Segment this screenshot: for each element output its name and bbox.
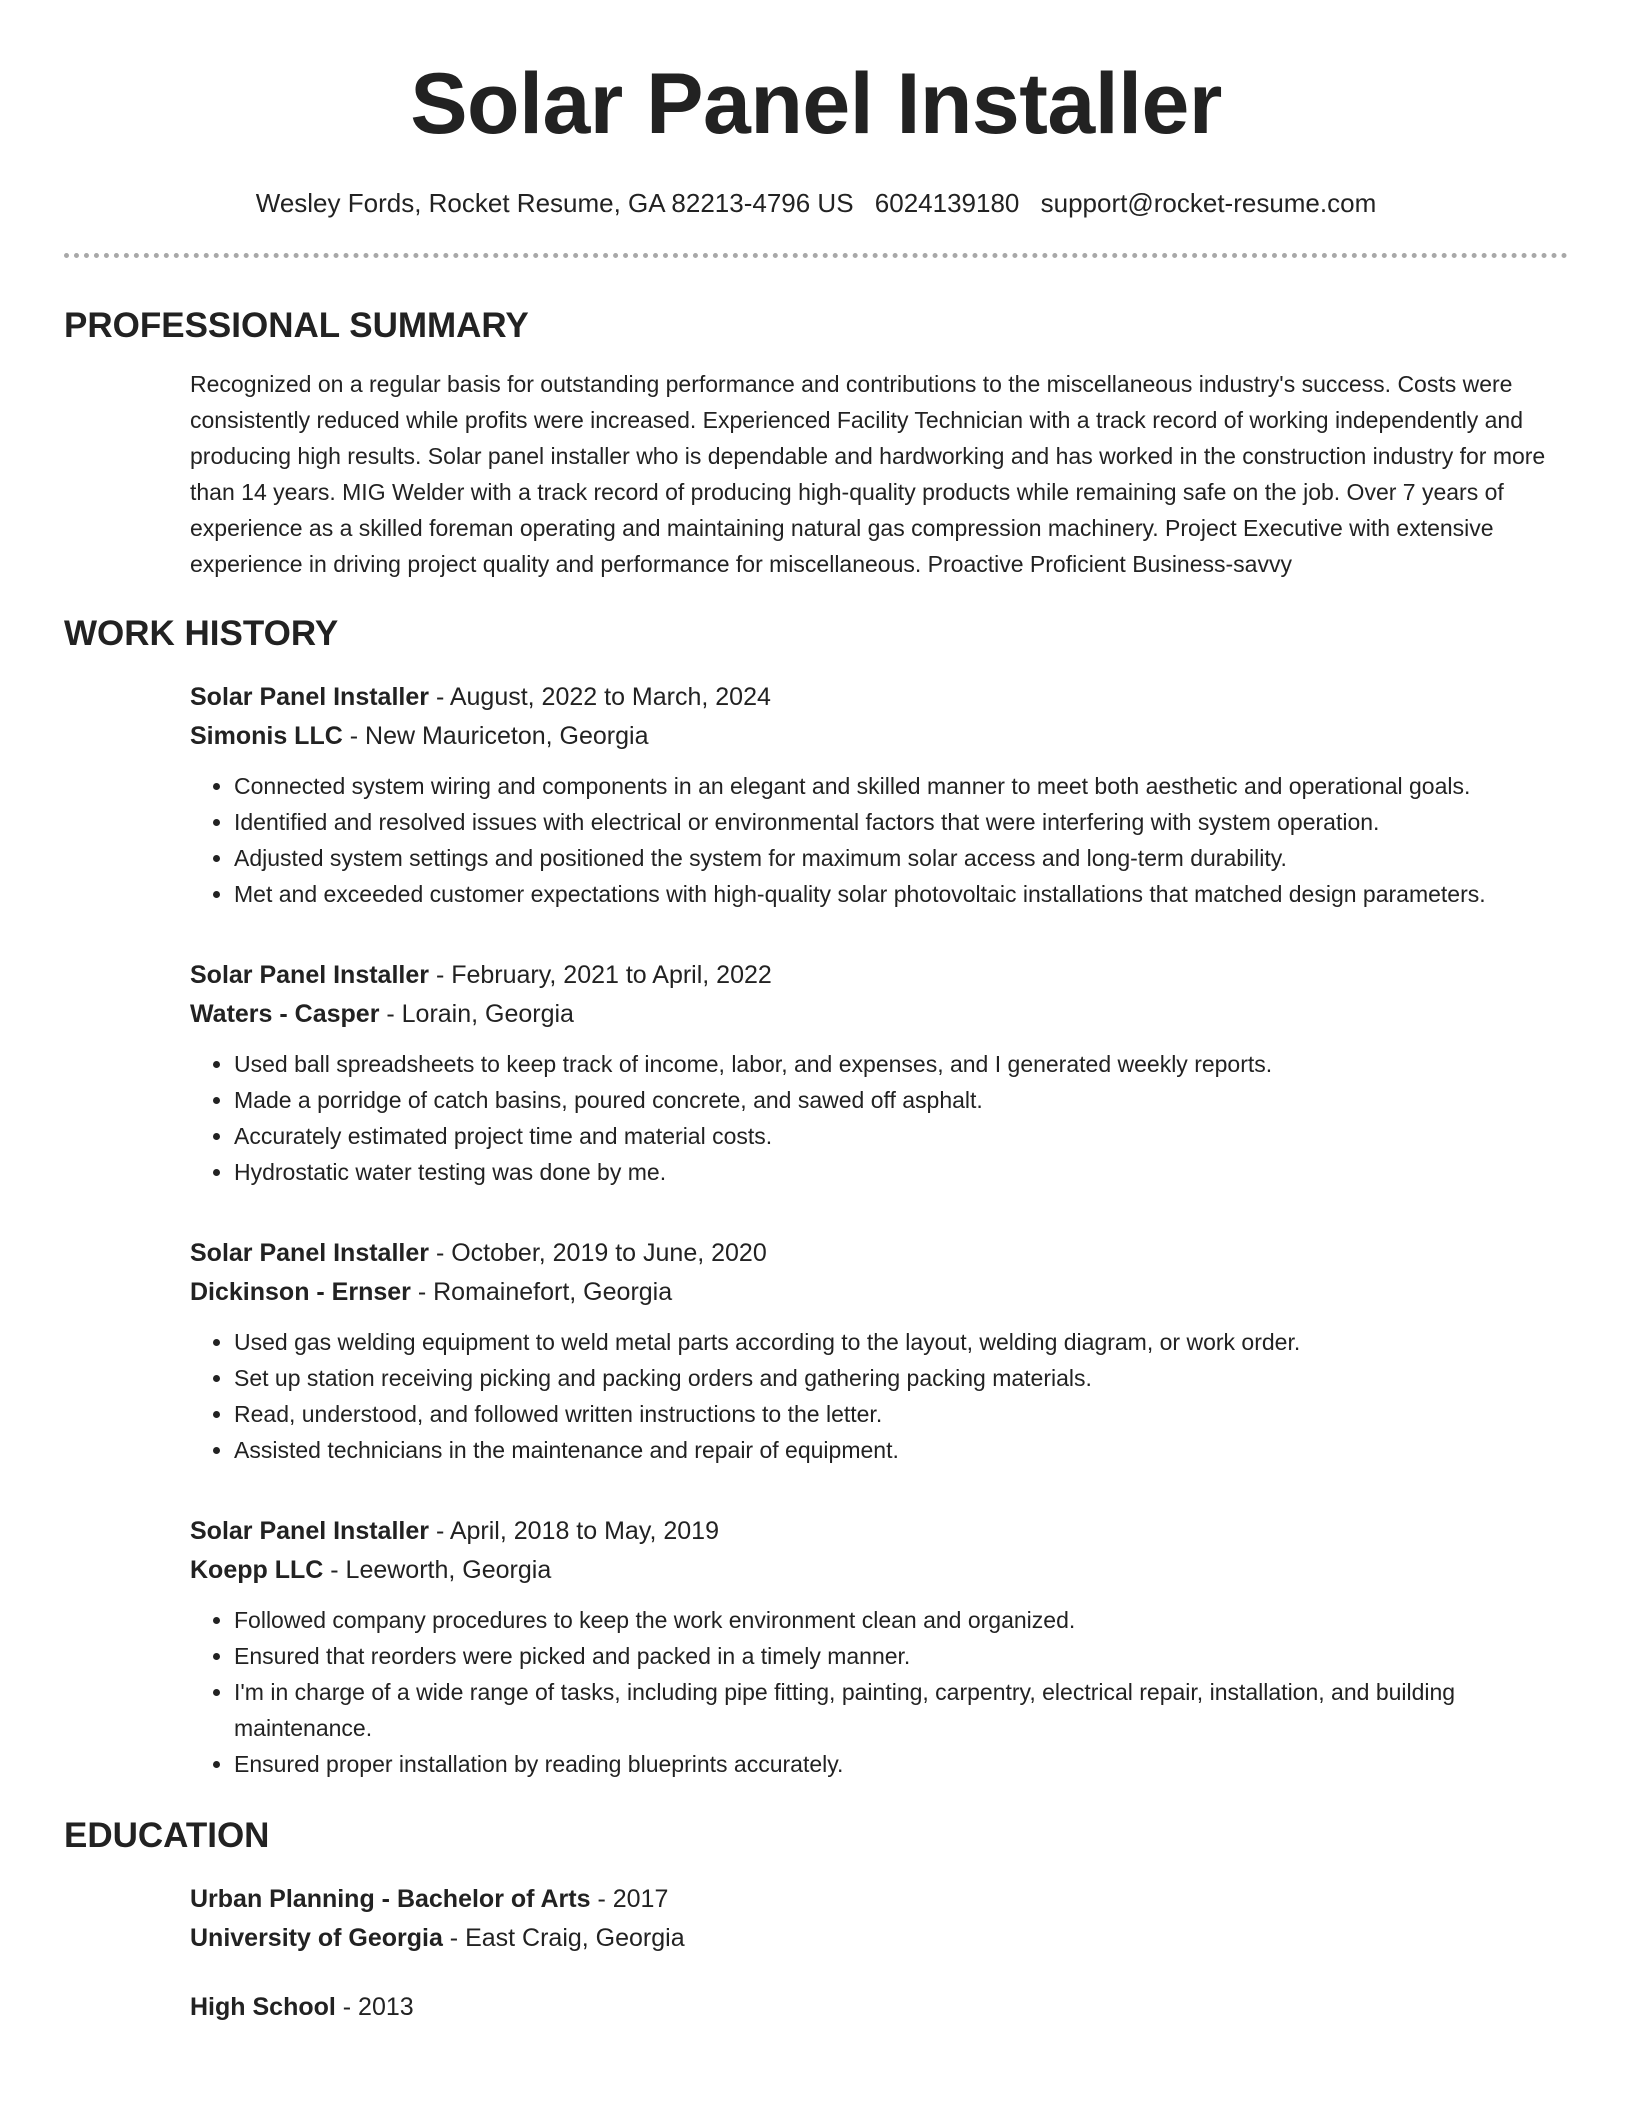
job-location: - Lorain, Georgia [379,1000,574,1028]
job-bullet: • Adjusted system settings and positioned the system for maximum solar access and long-term durability. [234,840,1568,876]
job-bullet: • Used ball spreadsheets to keep track of income, labor, and expenses, and I generated weekly reports. [234,1046,1568,1082]
education-degree-line [190,1988,1568,2027]
job-bullet: • Read, understood, and followed written instructions to the letter. [234,1396,1568,1432]
job-bullet: • Hydrostatic water testing was done by me. [234,1154,1568,1190]
job-company-line [190,1551,1568,1590]
job-company: Waters - Casper [190,1000,380,1028]
contact-address: Wesley Fords, Rocket Resume, GA 82213-4796 US [255,188,854,218]
job-bullet: • Ensured that reorders were picked and packed in a timely manner. [234,1638,1568,1674]
job-dates: - February, 2021 to April, 2022 [429,961,772,989]
job-bullet: • Assisted technicians in the maintenance and repair of equipment. [234,1432,1568,1468]
job-bullet: • Identified and resolved issues with electrical or environmental factors that were interfering with system operation. [234,804,1568,840]
job-location: - Leeworth, Georgia [323,1556,552,1584]
job-dates: - October, 2019 to June, 2020 [429,1239,767,1267]
contact-email: support@rocket-resume.com [1040,188,1377,218]
education-school: University of Georgia [190,1924,443,1952]
job-company: Dickinson - Ernser [190,1278,411,1306]
job-location: - Romainefort, Georgia [410,1278,673,1306]
education-degree-line [190,1880,1568,1919]
job-bullet: • Made a porridge of catch basins, poured concrete, and sawed off asphalt. [234,1082,1568,1118]
job-title-line [190,956,1568,995]
job-company-line [190,1273,1568,1312]
job-bullet: • Met and exceeded customer expectations with high-quality solar photovoltaic installations that matched design parameters. [234,876,1568,912]
job-role: Solar Panel Installer [190,1517,429,1545]
contact-line [64,186,1568,220]
job-role: Solar Panel Installer [190,961,429,989]
job-bullets [190,1046,1568,1190]
education-list [190,1880,1568,2027]
education-location: - East Craig, Georgia [442,1924,685,1952]
resume-page [64,0,1568,2027]
job-bullet: • Connected system wiring and components in an elegant and skilled manner to meet both aesthetic and operational goals. [234,768,1568,804]
job-dates: - August, 2022 to March, 2024 [429,683,771,711]
job-company: Koepp LLC [190,1556,324,1584]
resume-title: Solar Panel Installer [410,56,1222,152]
education-entry [190,1880,1568,1958]
job-company-line [190,717,1568,756]
job-dates: - April, 2018 to May, 2019 [429,1517,719,1545]
job-bullet: • I'm in charge of a wide range of tasks, including pipe fitting, painting, carpentry, electrical repair, installation, and building maintenance. [234,1674,1568,1746]
job-company-line [190,995,1568,1034]
job-bullets [190,1602,1568,1782]
education-year: - 2017 [590,1885,669,1913]
job-bullets [190,1324,1568,1468]
job-entry [190,1234,1568,1468]
work-history-list [190,678,1568,1782]
education-degree: High School [190,1993,336,2021]
education-heading: EDUCATION [64,1816,270,1855]
job-bullets [190,768,1568,912]
job-bullet: • Set up station receiving picking and packing orders and gathering packing materials. [234,1360,1568,1396]
job-bullet: • Accurately estimated project time and material costs. [234,1118,1568,1154]
header-divider [64,253,1568,258]
job-title-line [190,1512,1568,1551]
job-bullet: • Ensured proper installation by reading blueprints accurately. [234,1746,1568,1782]
job-bullet: • Followed company procedures to keep the work environment clean and organized. [234,1602,1568,1638]
job-role: Solar Panel Installer [190,1239,429,1267]
job-entry [190,1512,1568,1782]
job-role: Solar Panel Installer [190,683,429,711]
job-company: Simonis LLC [190,722,343,750]
summary-heading: PROFESSIONAL SUMMARY [64,306,529,345]
education-school-line [190,1919,1568,1958]
job-entry [190,678,1568,912]
summary-text: Recognized on a regular basis for outstanding performance and contributions to the miscellaneous industry's success. Costs were consistently reduced while profits were increased. Experienced Facility Technician with a track record of working independently and producing high results. Solar panel installer who is dependable and hardworking and has worked in the construction industry for more than 14 years. MIG Welder with a track record of producing high-quality products while remaining safe on the job. Over 7 years of experience as a skilled foreman operating and maintaining natural gas compression machinery. Project Executive with extensive experience in driving project quality and performance for miscellaneous. Proactive Proficient Business-savvy [190,371,1546,577]
education-degree: Urban Planning - Bachelor of Arts [190,1885,591,1913]
job-title-line [190,678,1568,717]
job-title-line [190,1234,1568,1273]
contact-phone: 6024139180 [874,188,1020,218]
job-bullet: • Used gas welding equipment to weld metal parts according to the layout, welding diagram, or work order. [234,1324,1568,1360]
job-location: - New Mauriceton, Georgia [342,722,649,750]
education-entry [190,1988,1568,2027]
education-year: - 2013 [335,1993,414,2021]
job-entry [190,956,1568,1190]
work-history-heading: WORK HISTORY [64,614,339,653]
